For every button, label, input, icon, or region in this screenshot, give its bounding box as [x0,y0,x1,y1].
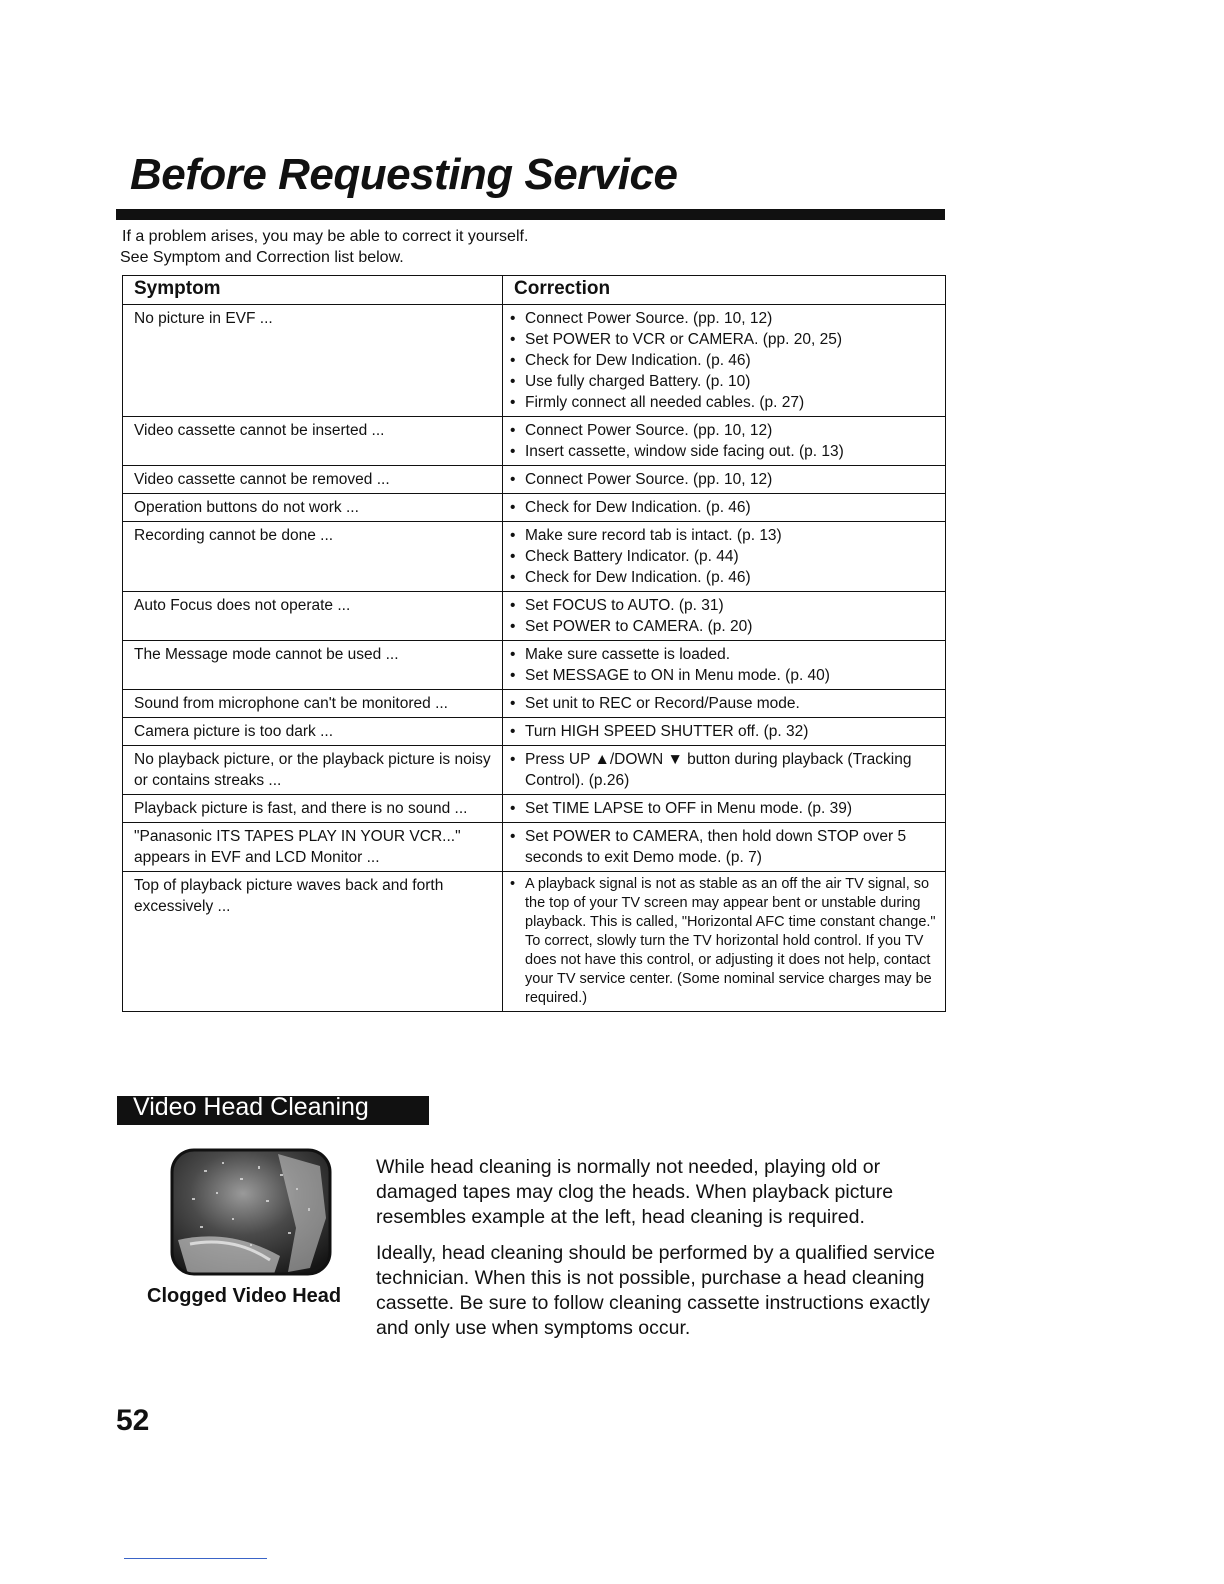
correction-text: Connect Power Source. (pp. 10, 12) [525,310,773,327]
correction-item [510,497,937,518]
symptom-cell: The Message mode cannot be used ... [123,641,503,690]
symptom-cell: No picture in EVF ... [123,305,503,417]
correction-item [510,392,937,413]
paragraph: While head cleaning is normally not needed, playing old or damaged tapes may clog the heads. When playback picture resembles example at the left, head cleaning is required. [376,1156,894,1228]
correction-item [510,525,937,546]
bullet-icon: • [510,373,516,390]
bullet-icon: • [510,723,516,740]
bullet-icon: • [510,646,516,663]
bullet-icon: • [510,800,516,817]
correction-text: Firmly connect all needed cables. (p. 27) [525,394,805,411]
symptom-cell: Camera picture is too dark ... [123,718,503,746]
intro-line: See Symptom and Correction list below. [120,249,404,266]
correction-cell [503,417,946,466]
correction-text: Check for Dew Indication. (p. 46) [525,499,751,516]
correction-item [510,644,937,665]
bullet-icon: • [510,751,516,768]
correction-item [510,350,937,371]
correction-text: Check Battery Indicator. (p. 44) [525,548,739,565]
symptom-cell: Sound from microphone can't be monitored ... [123,690,503,718]
bullet-icon: • [510,310,516,327]
bullet-icon: • [510,548,516,565]
symptom-cell: Auto Focus does not operate ... [123,592,503,641]
correction-text: A playback signal is not as stable as an off the air TV signal, so the top of your TV screen may appear bent or unstable during playback. This is called, "Horizontal AFC time constant change." To correct, slowly turn the TV horizontal hold control. If you TV does not have this control, or adjusting it does not help, contact your TV service center. (Some nominal service charges may be required.) [525,876,936,1006]
correction-cell [503,823,946,872]
symptom-cell: Operation buttons do not work ... [123,494,503,522]
table-row [123,466,946,494]
bullet-icon: • [510,667,516,684]
correction-text: Make sure cassette is loaded. [525,646,731,663]
symptom-correction-table [122,275,946,1012]
symptom-header: Symptom [123,276,503,305]
clogged-tv-screen-image [170,1148,332,1278]
bullet-icon: • [510,394,516,411]
correction-cell [503,522,946,592]
page-title: Before Requesting Service [130,150,678,199]
image-caption: Clogged Video Head [147,1285,342,1307]
correction-item [510,420,937,441]
table-body [123,305,946,1012]
intro-text [122,226,528,268]
correction-item [510,546,937,567]
intro-line: If a problem arises, you may be able to correct it yourself. [122,228,529,245]
bullet-icon: • [510,471,516,488]
correction-cell [503,494,946,522]
correction-item [510,749,937,791]
table-row [123,823,946,872]
paragraph: Ideally, head cleaning should be performed by a qualified service technician. When this is not possible, purchase a head cleaning cassette. Be sure to follow cleaning cassette instructions exactly and only use when symptoms occur. [376,1242,935,1339]
correction-cell [503,305,946,417]
table-row [123,795,946,823]
correction-text: Check for Dew Indication. (p. 46) [525,569,751,586]
footer-rule [124,1558,267,1559]
correction-cell [503,690,946,718]
symptom-cell: Playback picture is fast, and there is no sound ... [123,795,503,823]
correction-cell [503,641,946,690]
correction-text: Connect Power Source. (pp. 10, 12) [525,422,773,439]
correction-text: Press UP ▲/DOWN ▼ button during playback (Tracking Control). (p.26) [525,751,912,789]
correction-item [510,595,937,616]
correction-text: Insert cassette, window side facing out. (p. 13) [525,443,844,460]
correction-item [510,875,937,1008]
bullet-icon: • [510,695,516,712]
correction-item [510,826,937,868]
correction-item [510,469,937,490]
bullet-icon: • [510,352,516,369]
correction-text: Set FOCUS to AUTO. (p. 31) [525,597,724,614]
table-row [123,592,946,641]
correction-text: Set unit to REC or Record/Pause mode. [525,695,800,712]
bullet-icon: • [510,828,516,845]
table-row [123,872,946,1012]
table-row [123,305,946,417]
correction-cell [503,718,946,746]
bullet-icon: • [510,876,516,892]
correction-text: Set TIME LAPSE to OFF in Menu mode. (p. 39) [525,800,853,817]
correction-item [510,616,937,637]
correction-text: Check for Dew Indication. (p. 46) [525,352,751,369]
correction-text: Use fully charged Battery. (p. 10) [525,373,751,390]
symptom-cell: Recording cannot be done ... [123,522,503,592]
symptom-cell: "Panasonic ITS TAPES PLAY IN YOUR VCR..." appears in EVF and LCD Monitor ... [123,823,503,872]
correction-text: Set MESSAGE to ON in Menu mode. (p. 40) [525,667,830,684]
correction-text: Turn HIGH SPEED SHUTTER off. (p. 32) [525,723,809,740]
bullet-icon: • [510,422,516,439]
bullet-icon: • [510,527,516,544]
correction-item [510,721,937,742]
symptom-cell: Video cassette cannot be removed ... [123,466,503,494]
correction-cell [503,466,946,494]
correction-header: Correction [503,276,946,305]
bullet-icon: • [510,499,516,516]
correction-text: Set POWER to VCR or CAMERA. (pp. 20, 25) [525,331,842,348]
correction-item [510,693,937,714]
table-row [123,522,946,592]
section-heading: Video Head Cleaning [133,1093,369,1121]
table-row [123,746,946,795]
symptom-cell: No playback picture, or the playback picture is noisy or contains streaks ... [123,746,503,795]
correction-item [510,441,937,462]
correction-text: Set POWER to CAMERA, then hold down STOP over 5 seconds to exit Demo mode. (p. 7) [525,828,907,866]
correction-text: Make sure record tab is intact. (p. 13) [525,527,782,544]
correction-cell [503,746,946,795]
table-row [123,690,946,718]
cleaning-text [376,1155,946,1352]
correction-cell [503,795,946,823]
bullet-icon: • [510,443,516,460]
correction-item [510,567,937,588]
table-row [123,494,946,522]
bullet-icon: • [510,331,516,348]
correction-cell [503,872,946,1012]
table-row [123,417,946,466]
correction-item [510,329,937,350]
correction-item [510,665,937,686]
table-header-row [123,276,946,305]
correction-item [510,371,937,392]
page-number: 52 [116,1404,150,1437]
correction-text: Connect Power Source. (pp. 10, 12) [525,471,773,488]
correction-cell [503,592,946,641]
bullet-icon: • [510,569,516,586]
bullet-icon: • [510,618,516,635]
table-row [123,718,946,746]
bullet-icon: • [510,597,516,614]
title-rule [116,209,945,220]
correction-item [510,798,937,819]
symptom-cell: Top of playback picture waves back and forth excessively ... [123,872,503,1012]
symptom-cell: Video cassette cannot be inserted ... [123,417,503,466]
table-row [123,641,946,690]
correction-item [510,308,937,329]
correction-text: Set POWER to CAMERA. (p. 20) [525,618,753,635]
